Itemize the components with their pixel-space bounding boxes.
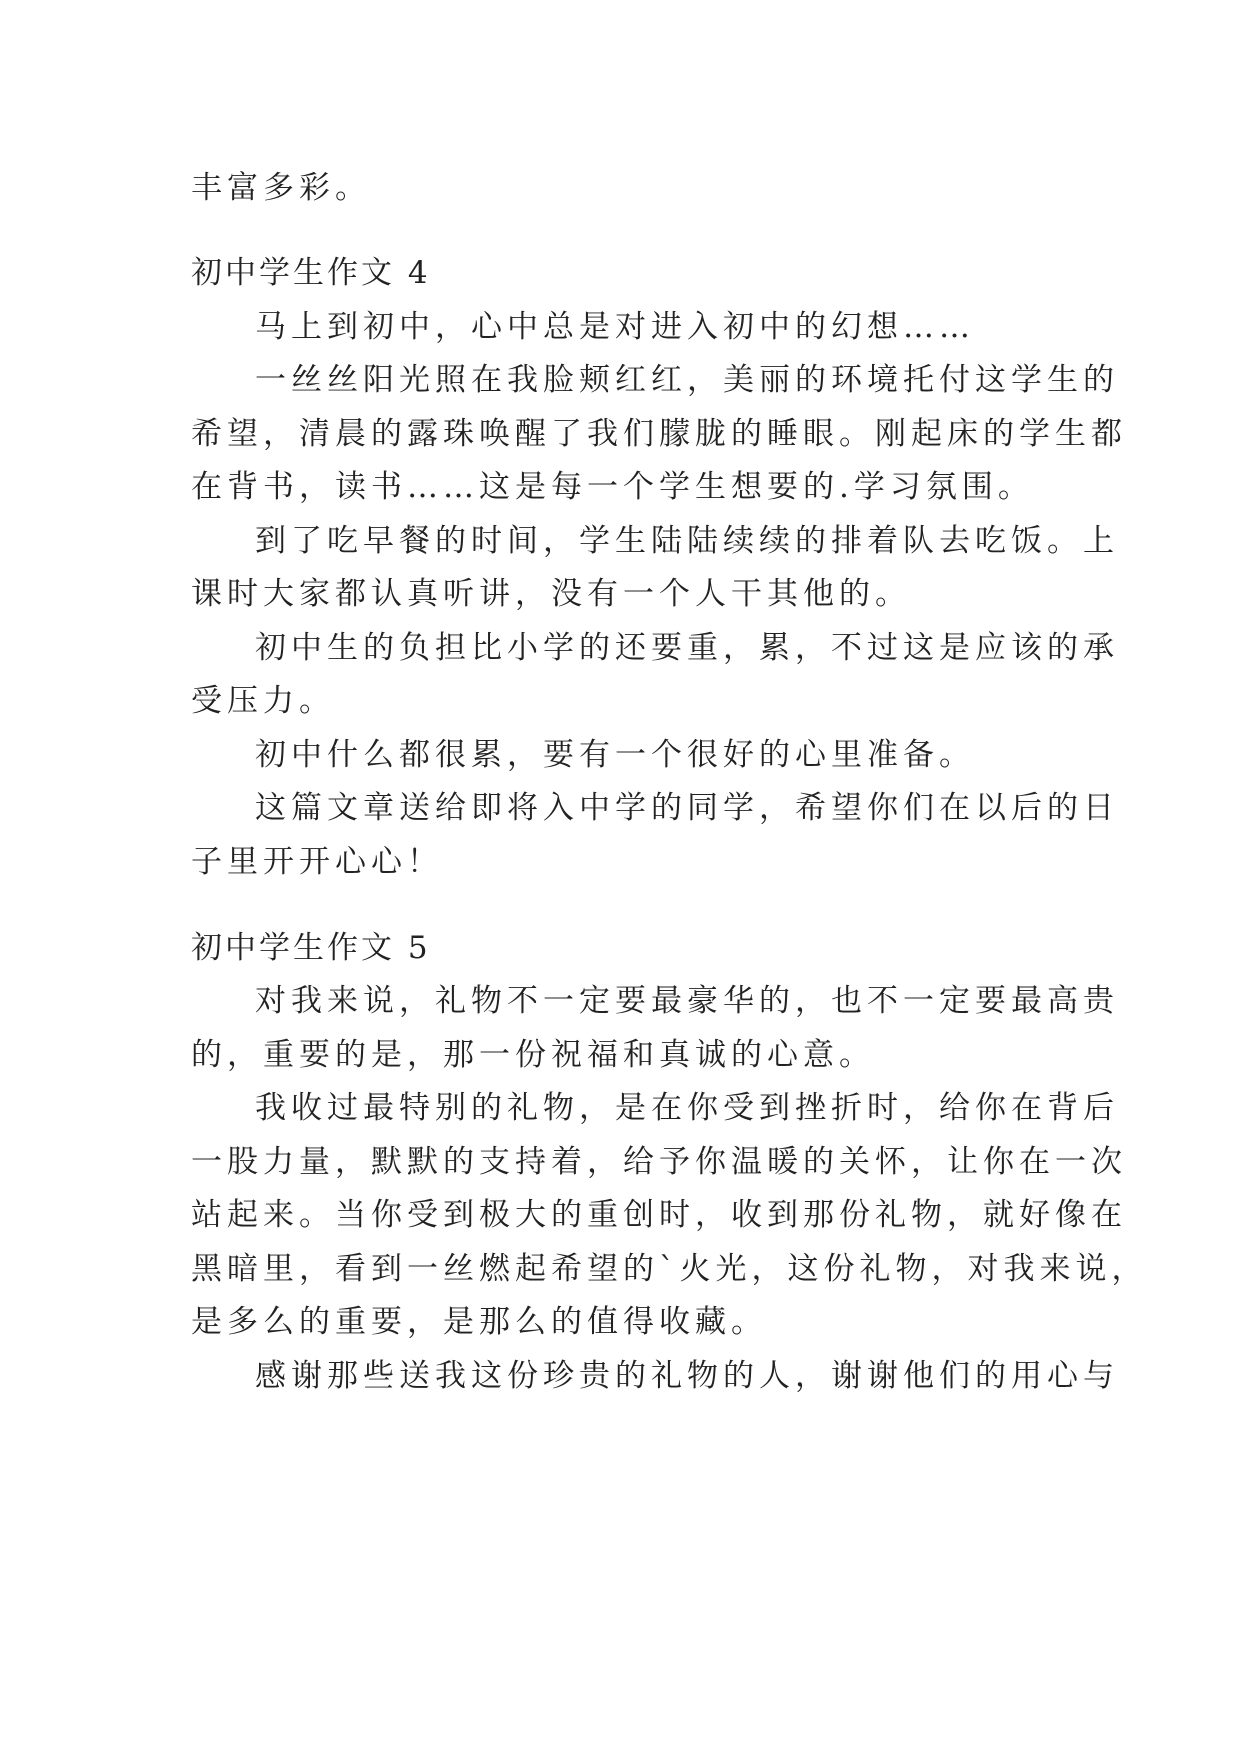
intro-tail-line: 丰富多彩。 bbox=[191, 170, 371, 206]
essay4-line: 一丝丝阳光照在我脸颊红红，美丽的环境托付这学生的 bbox=[255, 362, 1119, 398]
essay4-line: 课时大家都认真听讲，没有一个人干其他的。 bbox=[191, 576, 911, 612]
essay4-line: 子里开开心心！ bbox=[191, 844, 443, 880]
essay4-line: 希望，清晨的露珠唤醒了我们朦胧的睡眼。刚起床的学生都 bbox=[191, 416, 1127, 452]
essay5-line: 是多么的重要，是那么的值得收藏。 bbox=[191, 1304, 767, 1340]
essay4-line: 受压力。 bbox=[191, 683, 335, 719]
essay4-line: 到了吃早餐的时间，学生陆陆续续的排着队去吃饭。上 bbox=[255, 523, 1119, 559]
essay4-line: 马上到初中，心中总是对进入初中的幻想…… bbox=[255, 309, 975, 345]
essay4-title: 初中学生作文 4 bbox=[191, 255, 431, 291]
essay4-line: 初中生的负担比小学的还要重，累，不过这是应该的承 bbox=[255, 630, 1119, 666]
essay4-line: 这篇文章送给即将入中学的同学，希望你们在以后的日 bbox=[255, 790, 1119, 826]
essay5-line: 对我来说，礼物不一定要最豪华的，也不一定要最高贵 bbox=[255, 983, 1119, 1019]
essay5-line: 我收过最特别的礼物，是在你受到挫折时，给你在背后 bbox=[255, 1090, 1119, 1126]
essay5-line: 一股力量，默默的支持着，给予你温暖的关怀，让你在一次 bbox=[191, 1144, 1127, 1180]
essay5-title: 初中学生作文 5 bbox=[191, 930, 431, 966]
essay4-line: 初中什么都很累，要有一个很好的心里准备。 bbox=[255, 737, 975, 773]
essay4-line: 在背书，读书……这是每一个学生想要的.学习氛围。 bbox=[191, 469, 1034, 505]
essay5-line: 黑暗里，看到一丝燃起希望的`火光，这份礼物，对我来说， bbox=[191, 1251, 1148, 1287]
essay5-line: 站起来。当你受到极大的重创时，收到那份礼物，就好像在 bbox=[191, 1197, 1127, 1233]
essay5-line: 感谢那些送我这份珍贵的礼物的人，谢谢他们的用心与 bbox=[255, 1358, 1119, 1394]
essay5-line: 的，重要的是，那一份祝福和真诚的心意。 bbox=[191, 1037, 875, 1073]
